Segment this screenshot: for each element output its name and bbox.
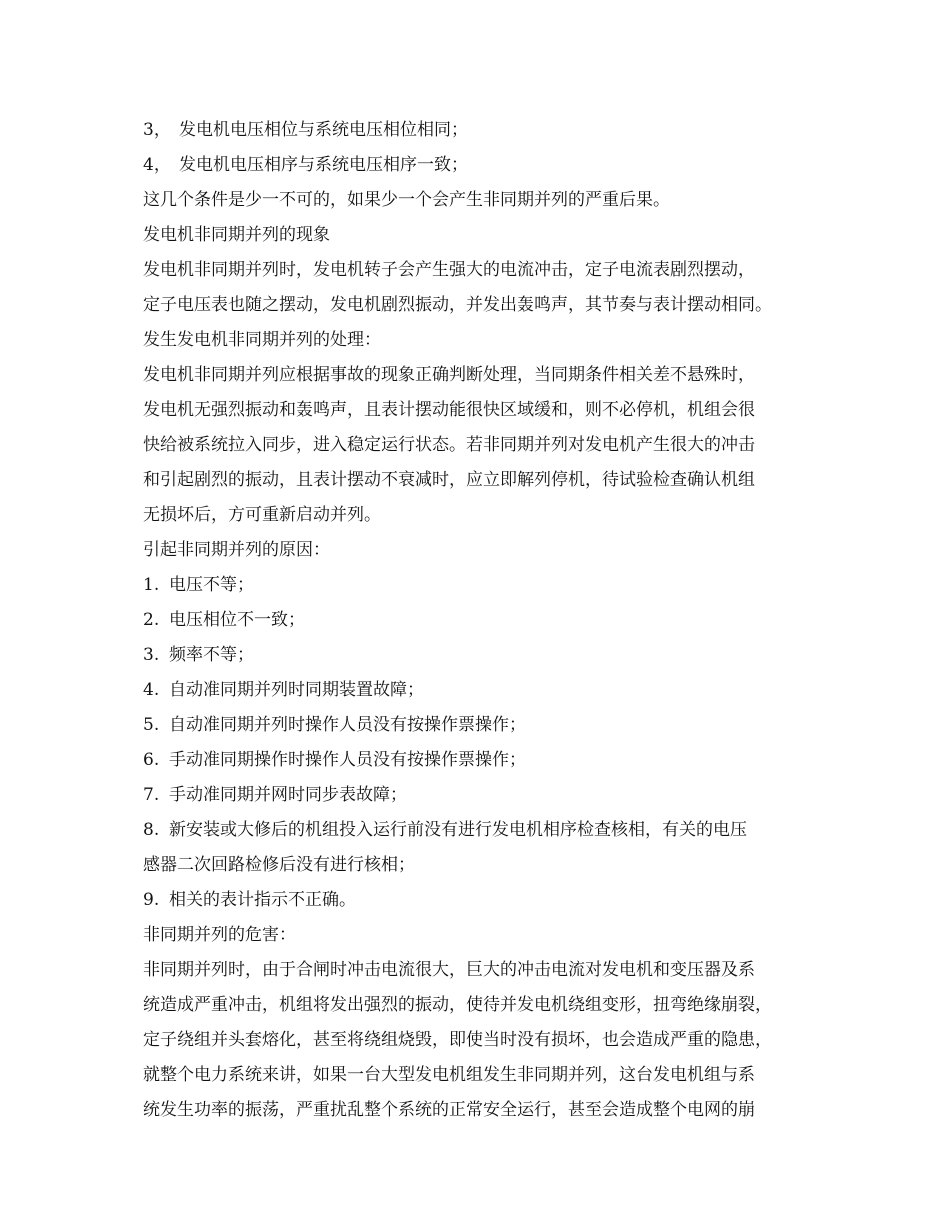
paragraph-line: 统造成严重冲击，机组将发出强烈的振动，使待并发电机绕组变形，扭弯绝缘崩裂， — [143, 995, 772, 1015]
cause-item-9 — [143, 883, 833, 918]
paragraph-line: 非同期并列时，由于合闸时冲击电流很大，巨大的冲击电流对发电机和变压器及系 — [143, 960, 755, 980]
cause-item-5 — [143, 708, 833, 743]
list-number: 3， — [143, 120, 171, 140]
paragraph-line: 快给被系统拉入同步，进入稳定运行状态。若非同期并列对发电机产生很大的冲击 — [143, 435, 755, 455]
list-text: 相关的表计指示不正确。 — [169, 890, 356, 910]
list-number: 8. — [143, 820, 160, 840]
list-number: 9. — [143, 890, 160, 910]
section-heading-handling: 发生发电机非同期并列的处理： — [143, 330, 381, 350]
list-text: 感器二次回路检修后没有进行核相； — [143, 855, 415, 875]
cause-item-8 — [143, 813, 833, 848]
list-text: 电压相位不一致； — [169, 610, 305, 630]
list-number: 1. — [143, 575, 160, 595]
paragraph-line: 定子电压表也随之摆动，发电机剧烈振动，并发出轰鸣声，其节奏与表计摆动相同。 — [143, 295, 772, 315]
list-text: 手动准同期操作时操作人员没有按操作票操作； — [169, 750, 526, 770]
cause-item-2 — [143, 603, 833, 638]
conditions-note: 这几个条件是少一不可的，如果少一个会产生非同期并列的严重后果。 — [143, 190, 670, 210]
paragraph-line: 发电机非同期并列应根据事故的现象正确判断处理，当同期条件相关差不悬殊时， — [143, 365, 755, 385]
cause-item-7 — [143, 778, 833, 813]
list-text: 自动准同期并列时操作人员没有按操作票操作； — [169, 715, 526, 735]
paragraph-line: 无损坏后，方可重新启动并列。 — [143, 505, 381, 525]
list-text: 发电机电压相序与系统电压相序一致； — [179, 155, 468, 175]
list-text: 频率不等； — [169, 645, 254, 665]
cause-item-8-continuation — [143, 848, 833, 883]
paragraph-line: 就整个电力系统来讲，如果一台大型发电机组发生非同期并列，这台发电机组与系 — [143, 1065, 755, 1085]
paragraph-line: 定子绕组并头套熔化，甚至将绕组烧毁，即使当时没有损坏，也会造成严重的隐患， — [143, 1030, 772, 1050]
paragraph-line: 发电机非同期并列时，发电机转子会产生强大的电流冲击，定子电流表剧烈摆动， — [143, 260, 755, 280]
section-heading-phenomenon: 发电机非同期并列的现象 — [143, 225, 330, 245]
list-number: 3. — [143, 645, 160, 665]
section-heading-hazards: 非同期并列的危害： — [143, 925, 296, 945]
condition-item-4 — [143, 148, 833, 183]
list-text: 新安装或大修后的机组投入运行前没有进行发电机相序检查核相，有关的电压 — [169, 820, 747, 840]
condition-item-3 — [143, 113, 833, 148]
list-number: 7. — [143, 785, 160, 805]
paragraph-line: 和引起剧烈的振动，且表计摆动不衰减时，应立即解列停机，待试验检查确认机组 — [143, 470, 755, 490]
list-number: 5. — [143, 715, 160, 735]
section-heading-causes: 引起非同期并列的原因： — [143, 540, 330, 560]
document-body — [143, 113, 833, 1128]
list-number: 4， — [143, 155, 171, 175]
list-text: 电压不等； — [169, 575, 254, 595]
list-text: 手动准同期并网时同步表故障； — [169, 785, 407, 805]
paragraph-line: 发电机无强烈振动和轰鸣声，且表计摆动能很快区域缓和，则不必停机，机组会很 — [143, 400, 755, 420]
cause-item-1 — [143, 568, 833, 603]
cause-item-6 — [143, 743, 833, 778]
list-number: 6. — [143, 750, 160, 770]
list-number: 4. — [143, 680, 160, 700]
list-text: 自动准同期并列时同期装置故障； — [169, 680, 424, 700]
list-number: 2. — [143, 610, 160, 630]
paragraph-line: 统发生功率的振荡，严重扰乱整个系统的正常安全运行，甚至会造成整个电网的崩 — [143, 1100, 755, 1120]
list-text: 发电机电压相位与系统电压相位相同； — [179, 120, 468, 140]
cause-item-4 — [143, 673, 833, 708]
cause-item-3 — [143, 638, 833, 673]
